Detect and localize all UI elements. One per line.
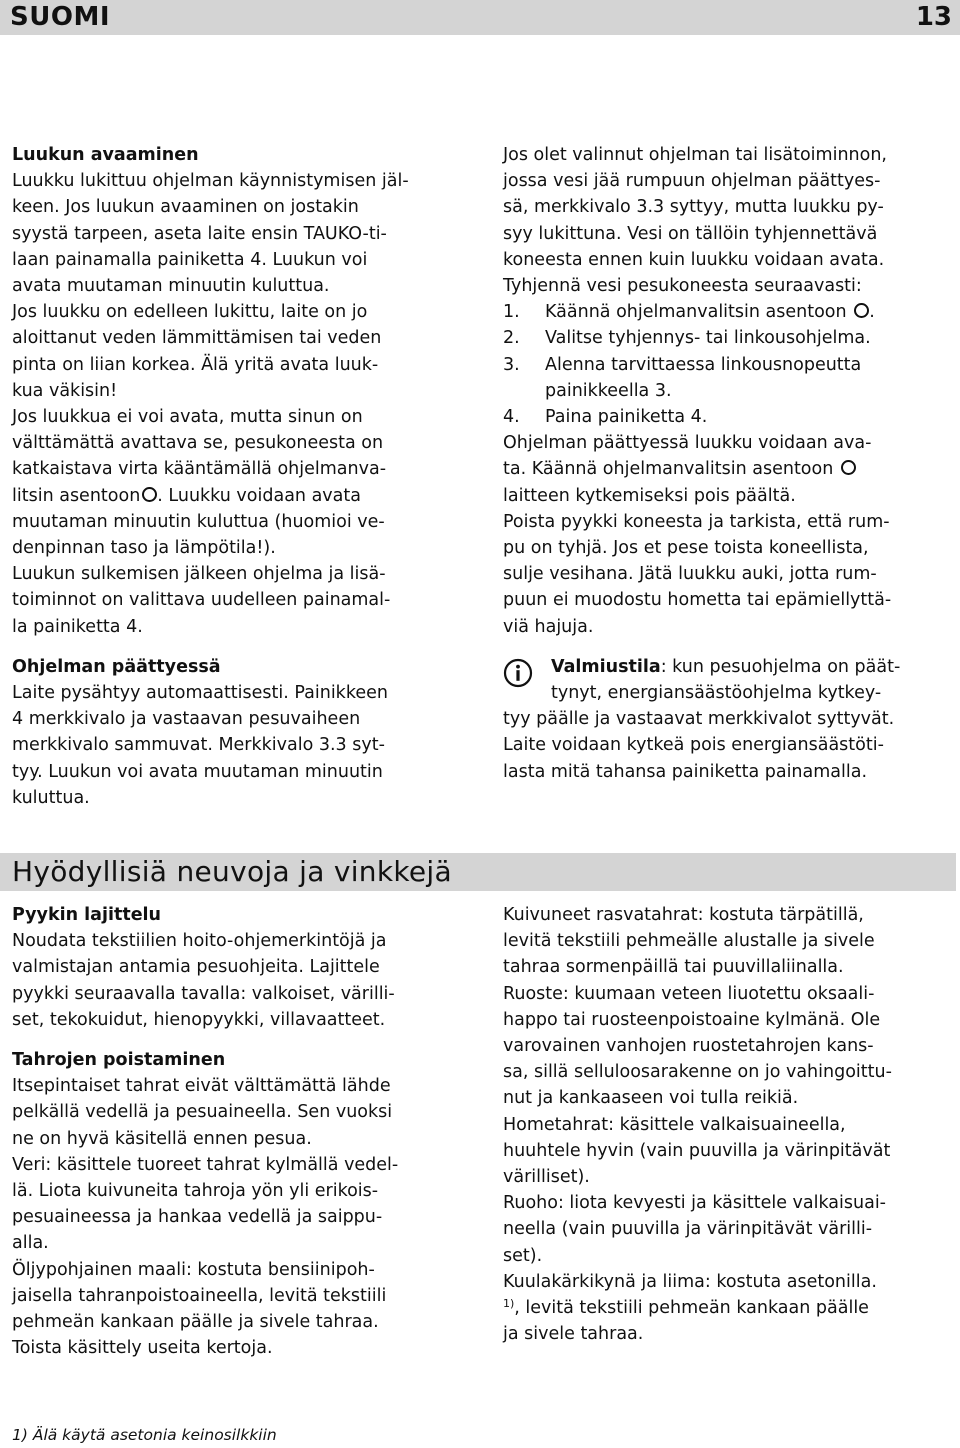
off-position-icon	[841, 460, 856, 475]
step-text: Valitse tyhjennys- tai linkousohjelma.	[545, 328, 871, 349]
stains-heading: Tahrojen poistaminen	[12, 1050, 226, 1071]
off-position-icon	[142, 487, 157, 502]
step-number: 1.	[503, 302, 520, 323]
tips-right-column	[503, 902, 955, 1347]
paragraph: tyy päälle ja vastaavat merkkivalot syttyvät. Laite voidaan kytkeä pois energiansäästöti- lasta mitä tahansa painiketta painamalla.	[503, 709, 895, 782]
drain-steps-list	[503, 299, 955, 430]
step-number: 2.	[503, 328, 520, 349]
step-number: 3.	[503, 354, 520, 375]
paragraph: Jos luukku on edelleen lukittu, laite on jo aloittanut veden lämmittämisen tai veden pinta on liian korkea. Älä yritä avata luuk- kua väkisin!	[12, 302, 382, 401]
paragraph: laitteen kytkemiseksi pois päältä.	[503, 485, 796, 506]
paragraph: Kuivuneet rasvatahrat: kostuta tärpätillä, levitä tekstiili pehmeälle alustalle ja sivele tahraa sormenpäillä tai puuvillaliinalla.	[503, 905, 875, 978]
paragraph-text: . Luukku voidaan avata muutaman minuutin kuluttua (huomioi ve- denpinnan taso ja lämpötila!).	[12, 485, 385, 559]
door-opening-heading: Luukun avaaminen	[12, 145, 199, 165]
paragraph: Itsepintaiset tahrat eivät välttämättä lähde pelkällä vedellä ja pesuaineella. Sen vuoksi ne on hyvä käsitellä ennen pesua.	[12, 1076, 393, 1149]
step-text: Käännä ohjelmanvalitsin asentoon	[545, 302, 847, 323]
door-opening-section	[12, 142, 464, 811]
paragraph: Ruoho: liota kevyesti ja käsittele valkaisuai- neella (vain puuvilla ja värinpitävät värilli- set).	[503, 1193, 886, 1266]
paragraph: Jos olet valinnut ohjelman tai lisätoiminnon, jossa vesi jää rumpuun ohjelman päättyes- sä, merkkivalo 3.3 syttyy, mutta luukku py- syy lukittuna. Vesi on tällöin tyhjennettävä koneesta ennen kuin luukku voidaan avata. Tyhjennä vesi pesukoneesta seuraavasti:	[503, 145, 887, 297]
paragraph-text: Ohjelman päättyessä luukku voidaan ava- ta. Käännä ohjelmanvalitsin asentoon	[503, 433, 872, 480]
list-item: 1. Käännä ohjelmanvalitsin asentoon .	[503, 299, 955, 325]
paragraph: Luukun sulkemisen jälkeen ohjelma ja lisä- toiminnot on valittava uudelleen painamal- la painiketta 4.	[12, 564, 391, 637]
list-item	[503, 325, 955, 351]
paragraph	[503, 1295, 955, 1347]
tips-left-column	[12, 902, 464, 1361]
list-item	[503, 404, 955, 430]
paragraph-text: : kun pesuohjelma on päät- tynyt, energiansäästöohjelma kytkey-	[551, 656, 901, 704]
paragraph: Noudata tekstiilien hoito-ohjemerkintöjä ja valmistajan antamia pesuohjeita. Lajittele pyykki seuraavalla tavalla: valkoiset, värilli- set, tekokuidut, hienopyykki, villavaatteet.	[12, 931, 395, 1030]
drain-section	[503, 142, 955, 785]
footnote: 1) Älä käytä asetonia keinosilkkiin	[12, 1426, 277, 1444]
section-title: Hyödyllisiä neuvoja ja vinkkejä	[12, 855, 452, 888]
step-number: 4.	[503, 407, 520, 428]
paragraph: Hometahrat: käsittele valkaisuaineella, huuhtele hyvin (vain puuvilla ja värinpitävät värilliset).	[503, 1114, 891, 1188]
standby-label: Valmiustila	[551, 656, 661, 677]
step-text: Alenna tarvittaessa linkousnopeutta painikkeella 3.	[545, 354, 862, 401]
page-number: 13	[915, 2, 952, 32]
footnote-ref: 1)	[503, 1297, 515, 1311]
paragraph: Kuulakärkikynä ja liima: kostuta asetonilla.	[503, 1271, 877, 1292]
paragraph: Poista pyykki koneesta ja tarkista, että rum- pu on tyhjä. Jos et pese toista koneellista, sulje vesihana. Jätä luukku auki, jotta rum- puun ei muodostu hometta tai epämiellyttä- viä hajuja.	[503, 511, 892, 637]
paragraph-text: Jos luukkua ei voi avata, mutta sinun on välttämättä avattava se, pesukoneesta on katkaistava virta kääntämällä ohjelmanva- litsin asentoon	[12, 407, 387, 506]
paragraph: Veri: käsittele tuoreet tahrat kylmällä vedel- lä. Liota kuivuneita tahroja yön yli erikois- pesuaineessa ja hankaa vedellä ja saippu- alla.	[12, 1154, 399, 1254]
standby-note	[503, 654, 955, 785]
language-label: SUOMI	[10, 2, 110, 32]
paragraph	[503, 430, 955, 482]
paragraph	[12, 404, 464, 561]
off-position-icon	[854, 303, 869, 318]
step-text: Paina painiketta 4.	[545, 407, 708, 428]
page-header	[0, 0, 960, 35]
section-banner	[0, 853, 956, 891]
list-item	[503, 352, 955, 404]
paragraph-text: , levitä tekstiili pehmeän kankaan päälle ja sivele tahraa.	[503, 1298, 869, 1345]
paragraph: Laite pysähtyy automaattisesti. Painikkeen 4 merkkivalo ja vastaavan pesuvaiheen merkkivalo sammuvat. Merkkivalo 3.3 syt- tyy. Luukun voi avata muutaman minuutin kuluttua.	[12, 683, 388, 808]
paragraph	[551, 654, 955, 706]
paragraph: Öljypohjainen maali: kostuta bensiinipoh- jaisella tahranpoistoaineella, levitä tekstiili pehmeän kankaan päälle ja sivele tahraa. Toista käsittely useita kertoja.	[12, 1259, 387, 1359]
program-end-heading: Ohjelman päättyessä	[12, 656, 221, 677]
sorting-heading: Pyykin lajittelu	[12, 905, 162, 925]
paragraph: Luukku lukittuu ohjelman käynnistymisen jäl- keen. Jos luukun avaaminen on jostakin syystä tarpeen, aseta laite ensin TAUKO-ti- laan painamalla painiketta 4. Luukun voi avata muutaman minuutin kuluttua.	[12, 171, 409, 297]
paragraph: Ruoste: kuumaan veteen liuotettu oksaali- happo tai ruosteenpoistoaine kylmänä. Ole varovainen vanhojen ruostetahrojen kans- sa, sillä selluloosarakenne on jo vahingoittu- nut ja kankaaseen voi tulla reikiä.	[503, 983, 892, 1109]
info-icon	[503, 658, 533, 688]
